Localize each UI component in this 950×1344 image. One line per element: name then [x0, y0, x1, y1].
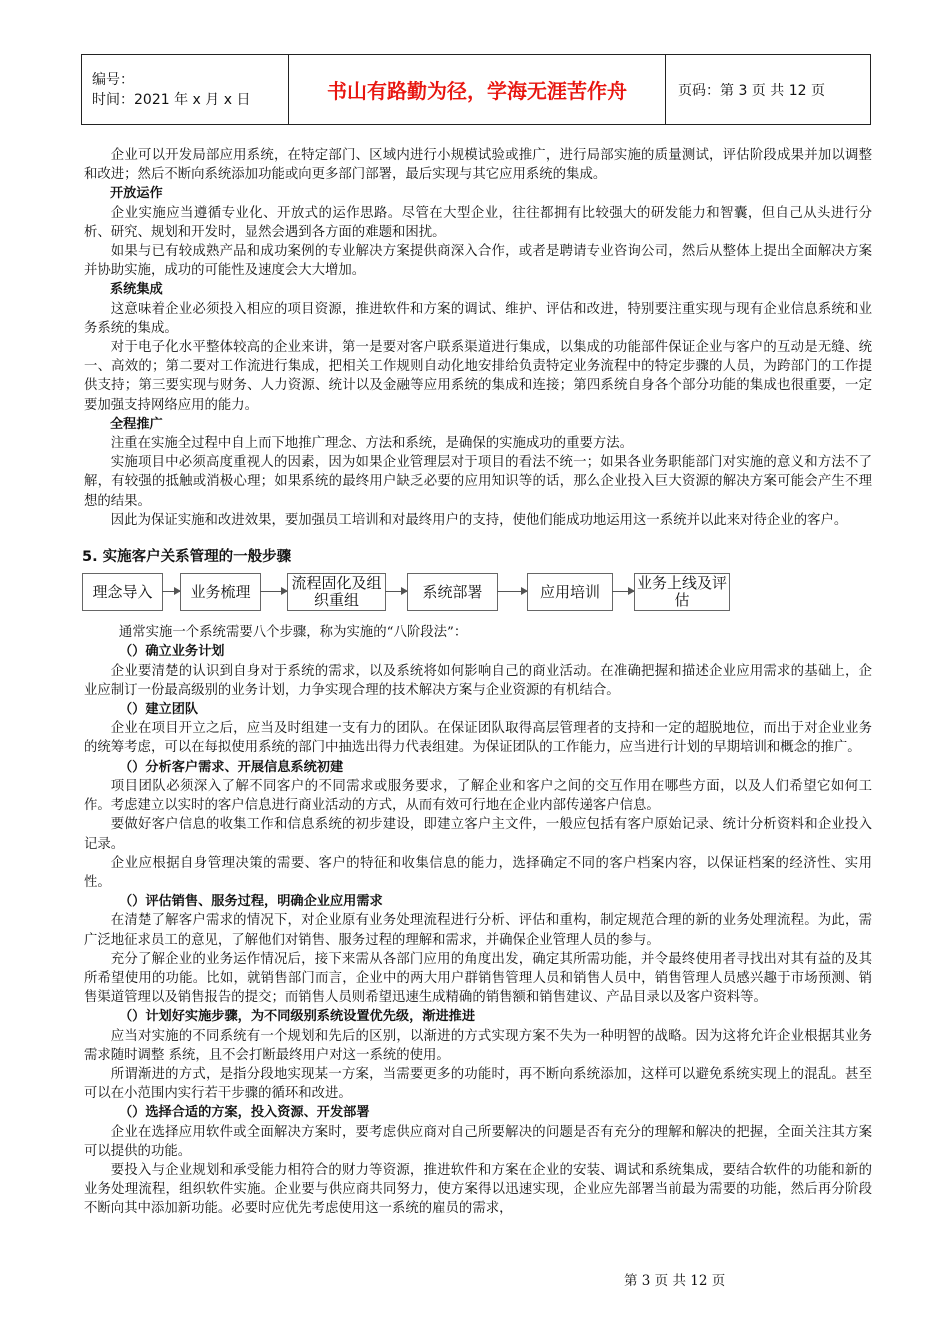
flow-arrow	[162, 591, 180, 592]
paragraph: 这意味着企业必须投入相应的项目资源，推进软件和方案的调试、维护、评估和改进，特别要注重实现与现有企业信息系统和业务系统的集成。	[84, 301, 872, 336]
paragraph: 所谓渐进的方式，是指分段地实现某一方案，当需要更多的功能时，再不断向系统添加，这样可以避免系统实现上的混乱。甚至可以在小范围内实行若干步骤的循环和改进。	[84, 1066, 872, 1102]
paragraph: 在清楚了解客户需求的情况下，对企业原有业务处理流程进行分析、评估和重构，制定规范合理的新的业务处理流程。为此，需广泛地征求员工的意见，了解他们对销售、服务过程的理解和需求，并确保企业管理人员的参与。	[84, 913, 872, 948]
paragraph: 企业实施应当遵循专业化、开放式的运作思路。尽管在大型企业，往往都拥有比较强大的研发能力和智囊，但自己从头进行分析、研究、规划和开发时，显然会遇到各方面的难题和困扰。	[84, 205, 872, 240]
flow-arrow	[497, 591, 527, 592]
flow-arrow	[260, 591, 287, 592]
document-body	[84, 146, 872, 1219]
paragraph: 企业在选择应用软件或全面解决方案时，要考虑供应商对自己所要解决的问题是否有充分的理解和解决的把握，全面关注其方案可以提供的功能。	[84, 1124, 872, 1159]
flow-arrow	[385, 591, 407, 592]
paragraph: 要投入与企业规划和承受能力相符合的财力等资源，推进软件和方案在企业的安装、调试和系统集成，要结合软件的功能和新的业务处理流程，组织软件实施。企业要与供应商共同努力，使方案得以迅速实现，企业应先部署当前最为需要的功能，然后再分阶段不断向其中添加新功能。必要时应优先考虑使用这一系统的雇员的需求，	[84, 1162, 872, 1217]
page-header	[81, 54, 871, 125]
step-heading: （）确立业务计划	[119, 644, 225, 660]
time-label: 时间：2021 年 x 月 x 日	[92, 91, 251, 108]
paragraph: 注重在实施全过程中自上而下地推广理念、方法和系统，是确保的实施成功的重要方法。	[110, 436, 634, 452]
flow-step-5: 应用培训	[527, 573, 613, 611]
paragraph: 通常实施一个系统需要八个步骤，称为实施的“八阶段法”：	[118, 625, 468, 641]
flow-step-1: 理念导入	[82, 573, 163, 611]
step-heading: （）分析客户需求、开展信息系统初建	[119, 759, 344, 775]
paragraph: 企业可以开发局部应用系统，在特定部门、区域内进行小规模试验或推广，进行局部实施的质量测试，评估阶段成果并加以调整和改进；然后不断向系统添加功能或向更多部门部署，最后实现与其它应用系统的集成。	[84, 148, 872, 183]
section-title: 5. 实施客户关系管理的一般步骤	[82, 549, 292, 566]
subheading: 系统集成	[110, 282, 163, 298]
paragraph: 项目团队必须深入了解不同客户的不同需求或服务要求，了解企业和客户之间的交互作用在哪些方面，以及人们希望它如何工作。考虑建立以实时的客户信息进行商业活动的方式，从而有效可行地在企业内部传递客户信息。	[84, 778, 872, 814]
paragraph: 企业在项目开立之后，应当及时组建一支有力的团队。在保证团队取得高层管理者的支持和一定的超脱地位，而出于对企业业务的统筹考虑，可以在每拟使用系统的部门中抽选出得力代表组建。为保证团队的工作能力，应当进行计划的早期培训和概念的推广。	[84, 721, 872, 756]
header-page-info: 页码：第 3 页 共 12 页	[666, 55, 871, 125]
page-footer: 第 3 页 共 12 页	[624, 1273, 726, 1289]
number-label: 编号：	[92, 71, 134, 88]
step-heading: （）建立团队	[119, 702, 199, 718]
flow-step-6: 业务上线及评估	[634, 573, 730, 611]
header-left-cell	[82, 55, 289, 125]
paragraph: 要做好客户信息的收集工作和信息系统的初步建设，即建立客户主文件，一般应包括有客户原始记录、统计分析资料和企业投入记录。	[84, 817, 872, 852]
step-heading: （）计划好实施步骤，为不同级别系统设置优先级，渐进推进	[119, 1009, 476, 1025]
step-heading: （）评估销售、服务过程，明确企业应用需求	[119, 894, 383, 910]
header-motto: 书山有路勤为径，学海无涯苦作舟	[289, 55, 666, 125]
flow-step-3: 流程固化及组织重组	[287, 573, 386, 611]
subheading: 开放运作	[110, 186, 163, 202]
paragraph: 企业应根据自身管理决策的需要、客户的特征和收集信息的能力，选择确定不同的客户档案内容，以保证档案的经济性、实用性。	[84, 855, 872, 890]
paragraph: 对于电子化水平整体较高的企业来讲，第一是要对客户联系渠道进行集成，以集成的功能部件保证企业与客户的互动是无缝、统一、高效的；第二要对工作流进行集成，把相关工作规则自动化地安排给负责特定业务流程中的特定步骤的人员，为跨部门的工作提供支持；第三要实现与财务、人力资源、统计以及金融等应用系统的集成和连接；第四系统自身各个部分功能的集成也很重要，一定要加强支持网络应用的能力。	[84, 340, 872, 413]
flow-step-4: 系统部署	[407, 573, 498, 611]
paragraph: 充分了解企业的业务运作情况后，接下来需从各部门应用的角度出发，确定其所需功能，并令最终使用者寻找出对其有益的及其所希望使用的功能。比如，就销售部门而言，企业中的两大用户群销售管理人员和销售人员中，销售管理人员感兴趣于市场预测、销售渠道管理以及销售报告的提交；而销售人员则希望迅速生成精确的销售额和销售建议、产品目录以及客户资料等。	[84, 951, 872, 1006]
paragraph: 如果与已有较成熟产品和成功案例的专业解决方案提供商深入合作，或者是聘请专业咨询公司，然后从整体上提出全面解决方案并协助实施，成功的可能性及速度会大大增加。	[84, 244, 872, 279]
flow-arrow	[612, 591, 634, 592]
paragraph: 应当对实施的不同系统有一个规划和先后的区别，以渐进的方式实现方案不失为一种明智的战略。因为这将允许企业根据其业务需求随时调整 系统，且不会打断最终用户对这一系统的使用。	[84, 1028, 872, 1063]
step-heading: （）选择合适的方案，投入资源、开发部署	[119, 1105, 370, 1121]
paragraph: 因此为保证实施和改进效果，要加强员工培训和对最终用户的支持，使他们能成功地运用这一系统并以此来对待企业的客户。	[110, 512, 848, 528]
subheading: 全程推广	[110, 416, 163, 432]
process-flow-diagram	[82, 573, 872, 617]
paragraph: 实施项目中必须高度重视人的因素，因为如果企业管理层对于项目的看法不统一；如果各业务职能部门对实施的意义和方法不了解，有较强的抵触或消极心理；如果系统的最终用户缺乏必要的应用知识等的话，那么企业投入巨大资源的解决方案可能会产生不理想的结果。	[84, 455, 872, 509]
flow-step-2: 业务梳理	[180, 573, 261, 611]
paragraph: 企业要清楚的认识到自身对于系统的需求，以及系统将如何影响自己的商业活动。在准确把握和描述企业应用需求的基础上，企业应制订一份最高级别的业务计划，力争实现合理的技术解决方案与企业资源的有机结合。	[84, 663, 872, 698]
